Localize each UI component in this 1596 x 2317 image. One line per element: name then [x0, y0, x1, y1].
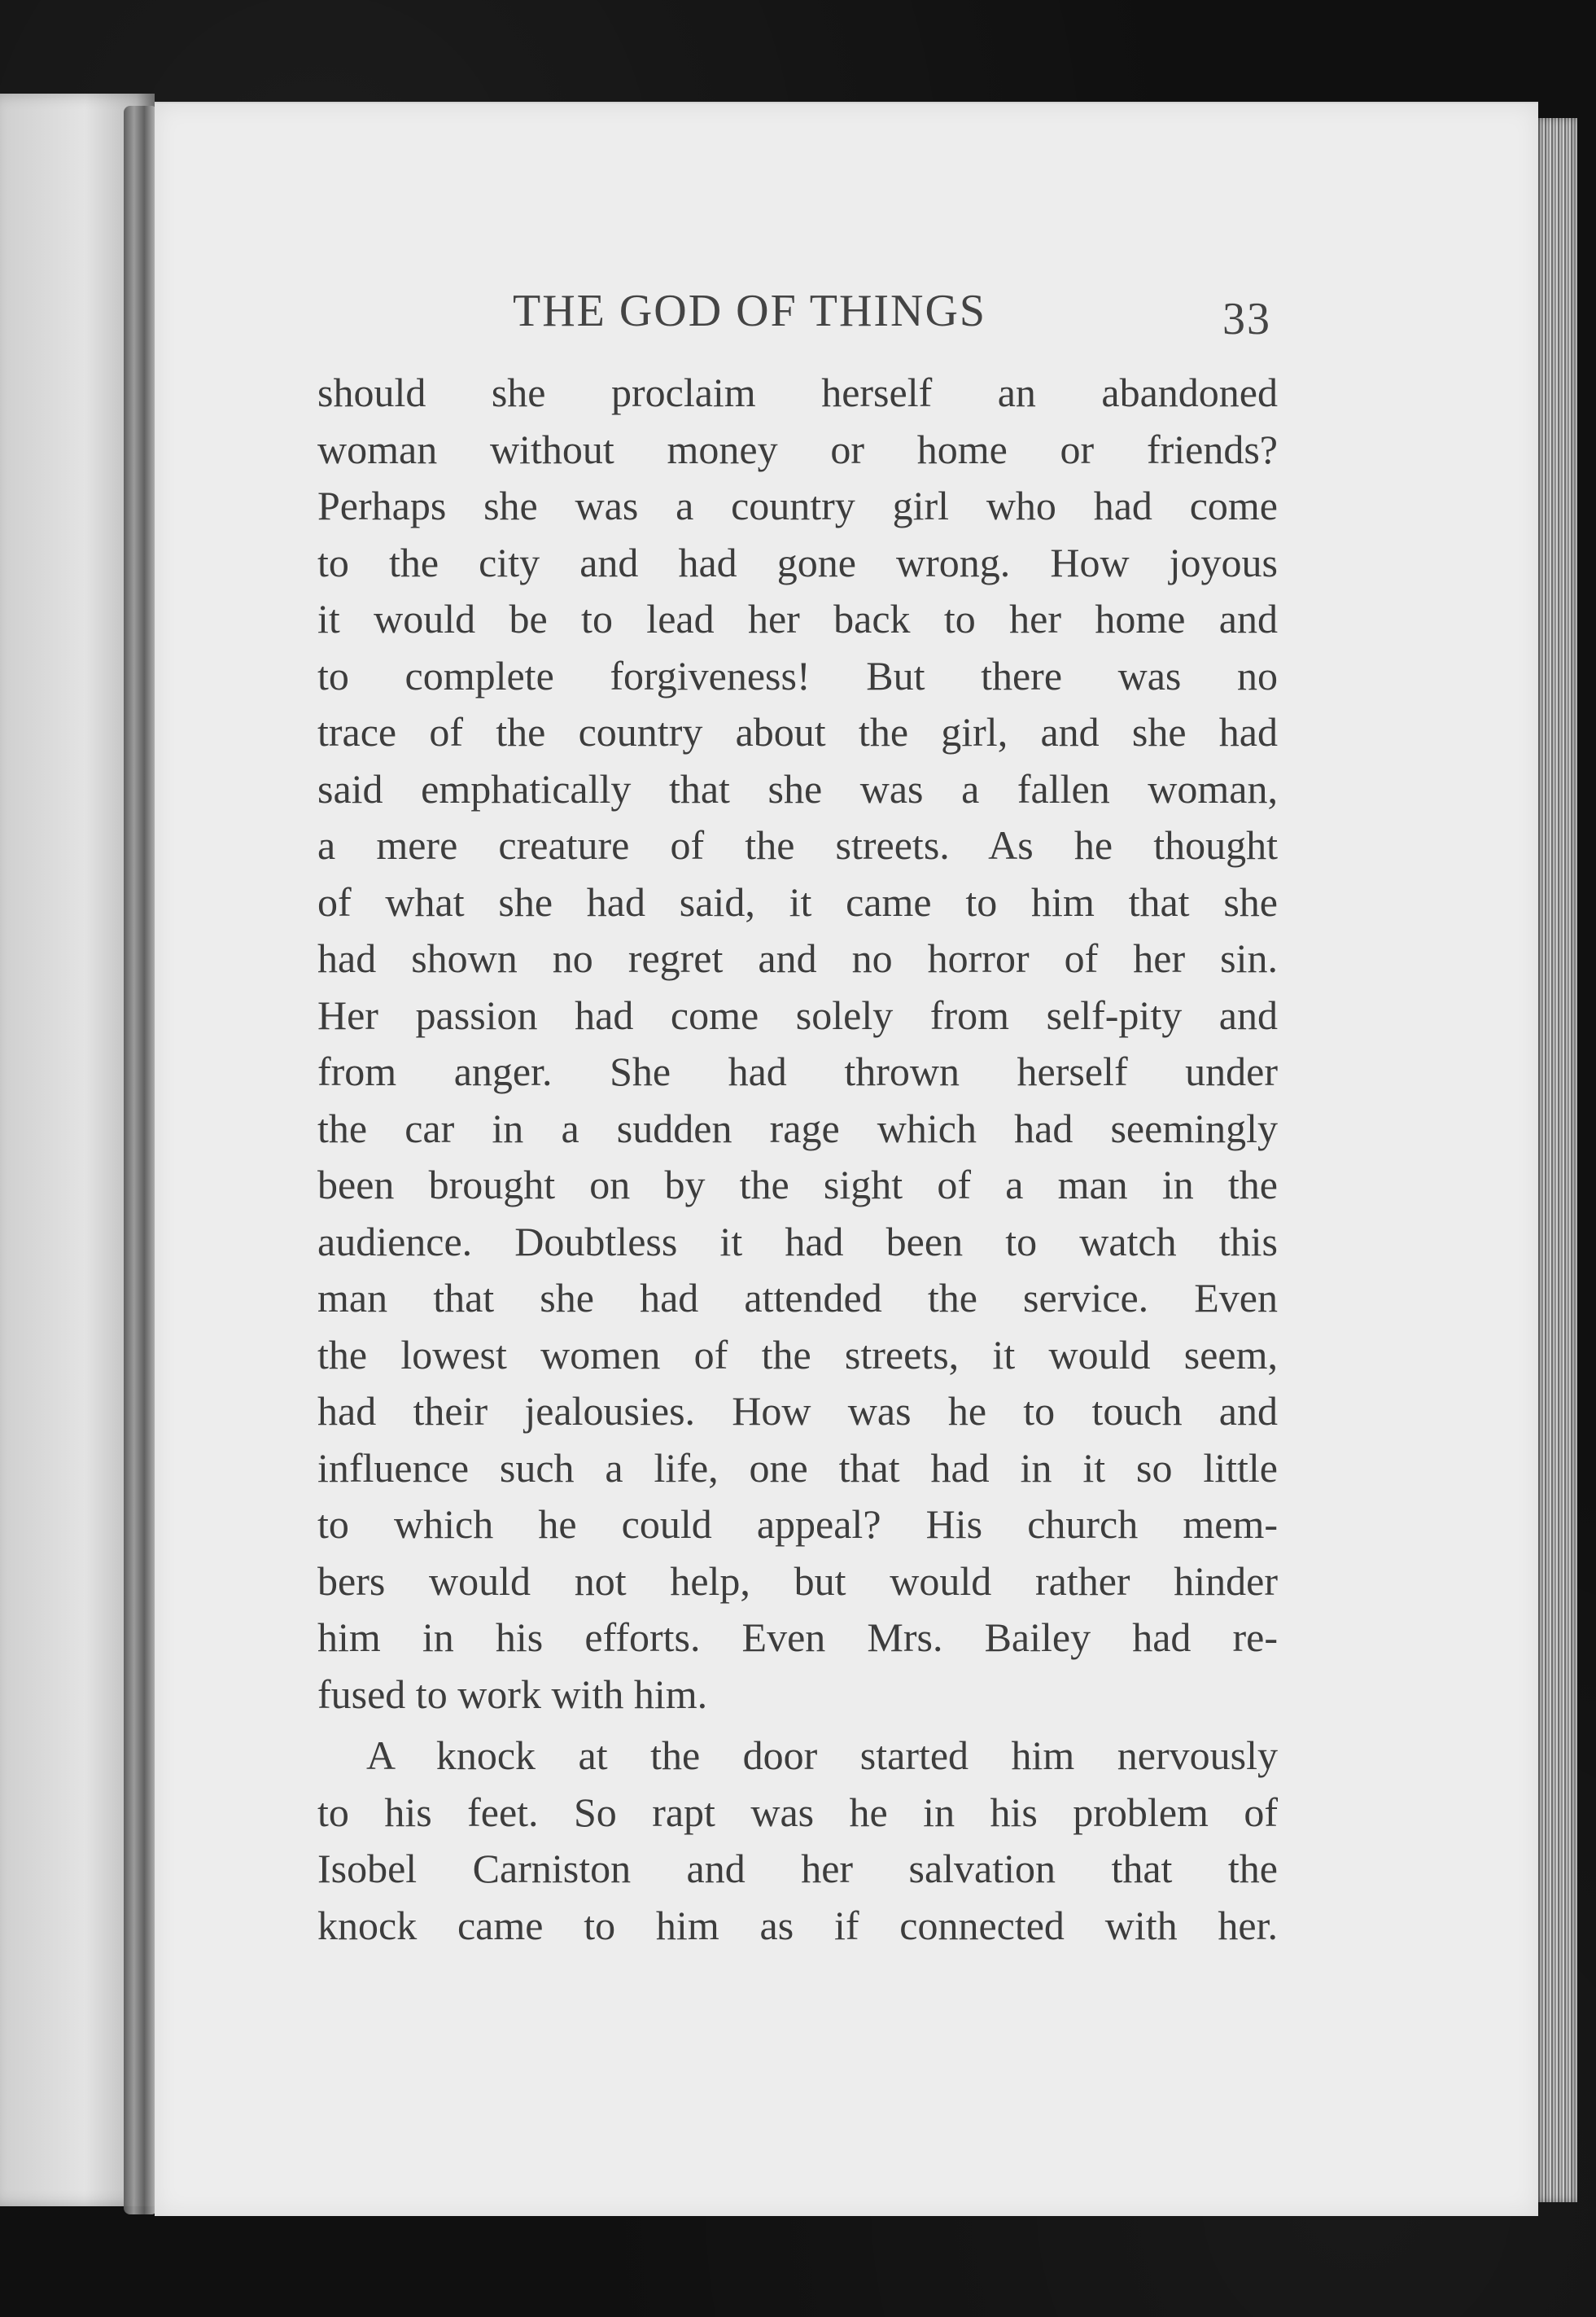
paragraph-1-line: to the city and had gone wrong. How joyous: [317, 539, 1278, 585]
paragraph-1-line: Perhaps she was a country girl who had come: [317, 483, 1278, 528]
paragraph-1-line: had shown no regret and no horror of her sin.: [317, 935, 1278, 981]
paragraph-2-line: to his feet. So rapt was he in his problem of: [317, 1789, 1278, 1835]
paragraph-1: [317, 365, 1278, 1723]
paragraph-1-line: been brought on by the sight of a man in the: [317, 1162, 1278, 1207]
paragraph-1-line: said emphatically that she was a fallen woman,: [317, 765, 1278, 812]
paragraph-1-line: man that she had attended the service. Even: [317, 1275, 1278, 1321]
paragraph-2-line: A knock at the door started him nervously: [366, 1732, 1278, 1778]
paragraph-1-line: audience. Doubtless it had been to watch this: [317, 1218, 1278, 1264]
paragraph-1-line: influence such a life, one that had in it so little: [317, 1444, 1278, 1491]
paragraph-2-line: Isobel Carniston and her salvation that the: [317, 1846, 1278, 1891]
running-title: THE GOD OF THINGS: [513, 286, 987, 336]
paragraph-1-line: a mere creature of the streets. As he thought: [317, 822, 1278, 868]
page-number: 33: [1222, 294, 1271, 344]
page-content: [317, 277, 1278, 1954]
page-stack-edge: [1538, 118, 1577, 2202]
paragraph-1-line: to complete forgiveness! But there was no: [317, 652, 1278, 699]
paragraph-1-line: had their jealousies. How was he to touch and: [317, 1388, 1278, 1434]
paragraph-1-line: bers would not help, but would rather hinder: [317, 1557, 1278, 1604]
paragraph-1-line: it would be to lead her back to her home and: [317, 596, 1278, 642]
paragraph-2-line: knock came to him as if connected with her.: [317, 1902, 1278, 1948]
paragraph-1-line: of what she had said, it came to him that she: [317, 878, 1278, 925]
paragraph-1-line: Her passion had come solely from self-pity and: [317, 992, 1278, 1038]
paragraph-1-line: the car in a sudden rage which had seemingly: [317, 1105, 1278, 1151]
paragraph-1-line: the lowest women of the streets, it would seem,: [317, 1331, 1278, 1377]
paragraph-1-line: fused to work with him.: [317, 1671, 708, 1717]
paragraph-1-line: should she proclaim herself an abandoned: [317, 370, 1278, 415]
book-gutter: [124, 106, 158, 2214]
paragraph-2: [317, 1728, 1278, 1954]
paragraph-1-line: from anger. She had thrown herself under: [317, 1049, 1278, 1094]
paragraph-1-line: him in his efforts. Even Mrs. Bailey had re-: [317, 1614, 1278, 1660]
paragraph-1-line: to which he could appeal? His church mem-: [317, 1501, 1278, 1547]
paragraph-1-line: woman without money or home or friends?: [317, 426, 1278, 472]
paragraph-1-line: trace of the country about the girl, and she had: [317, 709, 1278, 755]
running-header: [317, 277, 1278, 350]
